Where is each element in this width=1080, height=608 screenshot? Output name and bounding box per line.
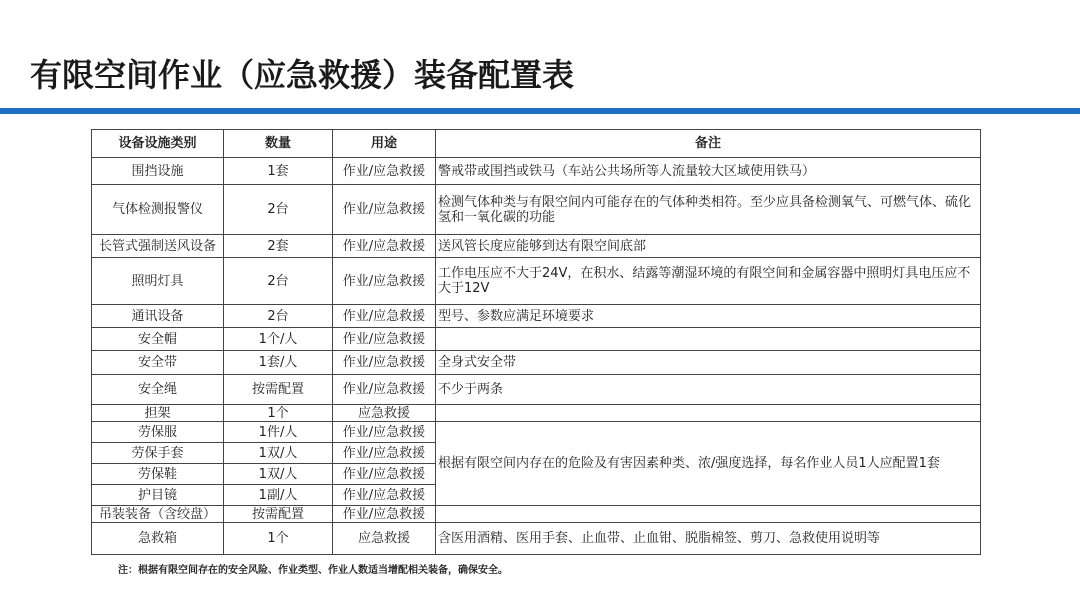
table-row [92,506,981,523]
cell-usage: 作业/应急救援 [333,328,436,351]
table-row [92,328,981,351]
cell-usage: 作业/应急救援 [333,158,436,185]
table-row [92,351,981,375]
table-row [92,305,981,328]
cell-category: 照明灯具 [92,258,224,305]
cell-remark-merged: 根据有限空间内存在的危险及有害因素种类、浓/强度选择，每名作业人员1人应配置1套 [436,422,981,506]
cell-category: 围挡设施 [92,158,224,185]
table-row [92,158,981,185]
header-qty: 数量 [224,130,333,158]
cell-qty: 1个 [224,405,333,422]
cell-category: 劳保鞋 [92,464,224,485]
cell-category: 安全带 [92,351,224,375]
cell-remark: 检测气体种类与有限空间内可能存在的气体种类相符。至少应具备检测氧气、可燃气体、硫化氢和一氧化碳的功能 [436,185,981,235]
cell-qty: 1个/人 [224,328,333,351]
cell-category: 急救箱 [92,523,224,555]
cell-usage: 作业/应急救援 [333,422,436,443]
cell-remark: 含医用酒精、医用手套、止血带、止血钳、脱脂棉签、剪刀、急救使用说明等 [436,523,981,555]
cell-qty: 按需配置 [224,375,333,405]
cell-usage: 应急救援 [333,405,436,422]
table-row [92,405,981,422]
equipment-table [91,129,981,555]
cell-category: 护目镜 [92,485,224,506]
cell-usage: 作业/应急救援 [333,258,436,305]
table-row [92,422,981,443]
cell-category: 劳保服 [92,422,224,443]
cell-category: 劳保手套 [92,443,224,464]
table-header-row [92,130,981,158]
cell-remark [436,506,981,523]
table-row [92,185,981,235]
header-usage: 用途 [333,130,436,158]
cell-remark [436,328,981,351]
cell-usage: 作业/应急救援 [333,464,436,485]
cell-remark: 警戒带或围挡或铁马（车站公共场所等人流量较大区域使用铁马） [436,158,981,185]
table-row [92,235,981,258]
footnote: 注：根据有限空间存在的安全风险、作业类型、作业人数适当增配相关装备，确保安全。 [118,565,508,576]
table-row [92,523,981,555]
cell-remark: 全身式安全带 [436,351,981,375]
cell-qty: 1套 [224,158,333,185]
cell-usage: 作业/应急救援 [333,375,436,405]
cell-qty: 1双/人 [224,464,333,485]
cell-usage: 应急救援 [333,523,436,555]
header-category: 设备设施类别 [92,130,224,158]
table-row [92,375,981,405]
table-row [92,258,981,305]
cell-qty: 按需配置 [224,506,333,523]
cell-category: 长管式强制送风设备 [92,235,224,258]
cell-category: 吊装装备（含绞盘） [92,506,224,523]
cell-qty: 2套 [224,235,333,258]
cell-remark [436,405,981,422]
cell-category: 安全绳 [92,375,224,405]
cell-usage: 作业/应急救援 [333,305,436,328]
cell-remark: 送风管长度应能够到达有限空间底部 [436,235,981,258]
cell-qty: 2台 [224,305,333,328]
cell-usage: 作业/应急救援 [333,506,436,523]
cell-usage: 作业/应急救援 [333,185,436,235]
cell-usage: 作业/应急救援 [333,351,436,375]
page-title: 有限空间作业（应急救援）装备配置表 [30,56,575,94]
cell-qty: 1个 [224,523,333,555]
cell-qty: 1双/人 [224,443,333,464]
cell-category: 担架 [92,405,224,422]
cell-qty: 1副/人 [224,485,333,506]
cell-category: 安全帽 [92,328,224,351]
title-divider [0,108,1080,114]
cell-usage: 作业/应急救援 [333,235,436,258]
cell-qty: 2台 [224,258,333,305]
cell-qty: 1件/人 [224,422,333,443]
cell-usage: 作业/应急救援 [333,443,436,464]
cell-qty: 2台 [224,185,333,235]
cell-category: 气体检测报警仪 [92,185,224,235]
cell-category: 通讯设备 [92,305,224,328]
cell-qty: 1套/人 [224,351,333,375]
cell-remark: 工作电压应不大于24V，在积水、结露等潮湿环境的有限空间和金属容器中照明灯具电压应不大于12V [436,258,981,305]
cell-remark: 不少于两条 [436,375,981,405]
cell-remark: 型号、参数应满足环境要求 [436,305,981,328]
header-remark: 备注 [436,130,981,158]
cell-usage: 作业/应急救援 [333,485,436,506]
